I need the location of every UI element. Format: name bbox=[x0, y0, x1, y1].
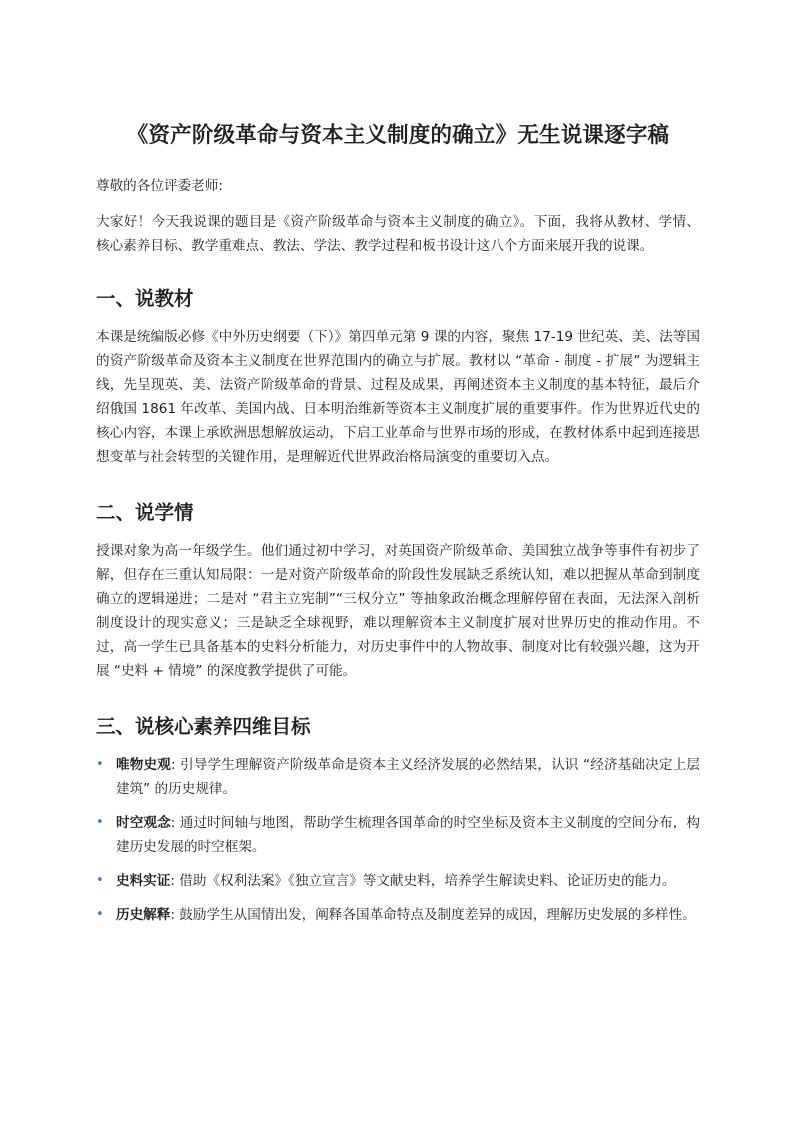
goal-term: 史料实证 bbox=[116, 873, 171, 889]
goal-separator: : bbox=[170, 907, 180, 923]
section-heading-goals: 三、说核心素养四维目标 bbox=[96, 715, 311, 738]
goal-term: 唯物史观 bbox=[116, 757, 171, 773]
intro-paragraph: 大家好！今天我说课的题目是《资产阶级革命与资本主义制度的确立》。下面，我将从教材、学情、核心素养目标、教学重难点、教法、学法、教学过程和板书设计这八个方面来展开我的说课。 bbox=[96, 214, 700, 254]
goal-separator: : bbox=[170, 757, 181, 773]
list-item bbox=[96, 869, 700, 893]
bullet-icon: • bbox=[96, 757, 104, 772]
bullet-icon: • bbox=[96, 815, 104, 830]
list-item bbox=[96, 753, 700, 801]
goal-text: 借助《权利法案》《独立宣言》等文献史料，培养学生解读史料、论证历史的能力。 bbox=[179, 873, 676, 889]
document-title: 《资产阶级革命与资本主义制度的确立》无生说课逐字稿 bbox=[126, 123, 670, 148]
section-body-textbook: 本课是统编版必修《中外历史纲要（下）》第四单元第 9 课的内容，聚焦 17-19 世纪英、美、法等国的资产阶级革命及资本主义制度在世界范围内的确立与扩展。教材以 “革命 - 制度 - 扩展” 为逻辑主线，先呈现英、美、法资产阶级革命的背景、过程及成果，再阐述资本主义制度的基本特征，最后介绍俄国 1861 年改革、美国内战、日本明治维新等资本主义制度扩展的重要事件。作为世界近代史的核心内容，本课上承欧洲思想解放运动，下启工业革命与世界市场的形成，在教材体系中起到连接思想变革与社会转型的关键作用，是理解近代世界政治格局演变的重要切入点。 bbox=[96, 329, 700, 465]
goal-separator: : bbox=[170, 873, 180, 889]
bullet-icon: • bbox=[96, 873, 104, 888]
goal-list bbox=[96, 753, 700, 927]
section-heading-students: 二、说学情 bbox=[96, 501, 194, 524]
section-body-students: 授课对象为高一年级学生。他们通过初中学习，对英国资产阶级革命、美国独立战争等事件有初步了解，但存在三重认知局限：一是对资产阶级革命的阶段性发展缺乏系统认知，难以把握从革命到制度确立的逻辑递进；二是对 “君主立宪制”“三权分立” 等抽象政治概念理解停留在表面，无法深入剖析制度设计的现实意义；三是缺乏全球视野，难以理解资本主义制度扩展对世界历史的推动作用。不过，高一学生已具备基本的史料分析能力，对历史事件中的人物故事、制度对比有较强兴趣，这为开展 “史料 + 情境” 的深度教学提供了可能。 bbox=[96, 543, 700, 679]
bullet-icon: • bbox=[96, 907, 104, 922]
goal-text: 通过时间轴与地图，帮助学生梳理各国革命的时空坐标及资本主义制度的空间分布，构建历史发展的时空框架。 bbox=[116, 815, 701, 855]
goal-separator: : bbox=[170, 815, 180, 831]
document-page bbox=[96, 118, 700, 937]
list-item bbox=[96, 903, 700, 927]
goal-text: 鼓励学生从国情出发，阐释各国革命特点及制度差异的成因，理解历史发展的多样性。 bbox=[179, 907, 696, 923]
section-heading-textbook: 一、说教材 bbox=[96, 287, 194, 310]
goal-term: 时空观念 bbox=[116, 815, 171, 831]
goal-term: 历史解释 bbox=[116, 907, 171, 923]
list-item bbox=[96, 811, 700, 859]
goal-text: 引导学生理解资产阶级革命是资本主义经济发展的必然结果，认识 “经济基础决定上层建筑” 的历史规律。 bbox=[116, 757, 700, 797]
greeting: 尊敬的各位评委老师: bbox=[96, 178, 223, 194]
